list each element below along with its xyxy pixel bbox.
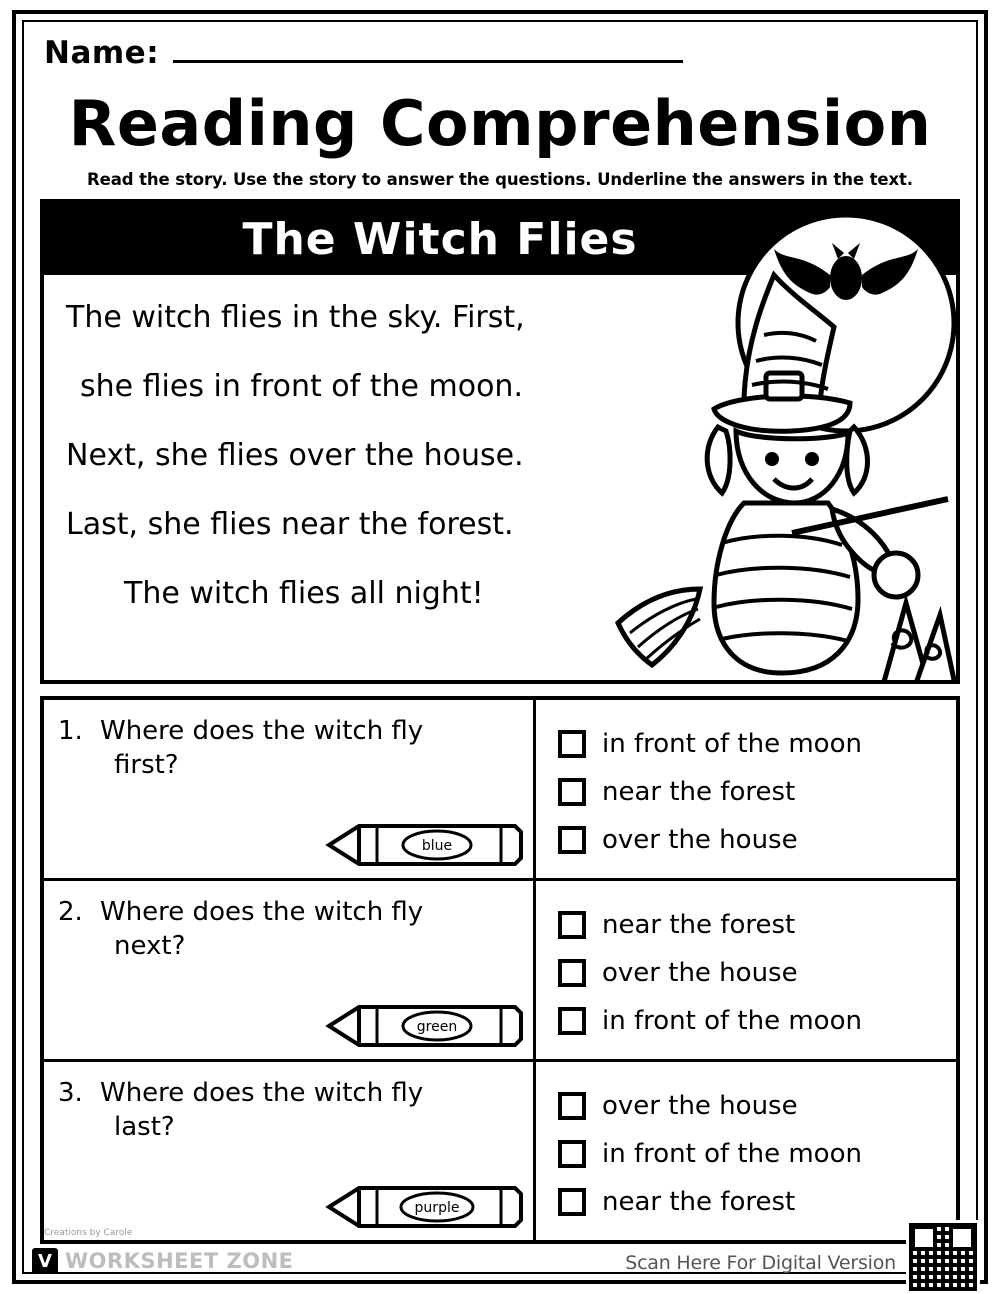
question-line-2: next? — [114, 931, 186, 961]
checkbox-icon[interactable] — [558, 1007, 586, 1035]
question-cell — [44, 700, 536, 878]
checkbox-icon[interactable] — [558, 959, 586, 987]
crayon-icon — [325, 1001, 525, 1051]
answer-option[interactable] — [558, 777, 956, 807]
question-number: 3. — [58, 1078, 83, 1108]
question-line-2: first? — [114, 750, 179, 780]
question-line-1: Where does the witch fly — [100, 716, 424, 746]
crayon-color-label: purple — [414, 1200, 460, 1216]
story-line: The witch flies all night! — [124, 576, 484, 611]
brand-logo[interactable] — [32, 1248, 293, 1274]
crayon-color-label: blue — [421, 838, 453, 854]
question-row — [44, 1062, 956, 1240]
question-cell — [44, 1062, 536, 1240]
answer-label: in front of the moon — [602, 1139, 862, 1169]
answer-label: over the house — [602, 825, 798, 855]
scan-instruction: Scan Here For Digital Version — [625, 1252, 896, 1274]
crayon-color-label: green — [416, 1019, 458, 1035]
brand-name: WORKSHEET ZONE — [65, 1249, 294, 1273]
story-body — [44, 275, 956, 680]
checkbox-icon[interactable] — [558, 1092, 586, 1120]
story-title: The Witch Flies — [242, 213, 638, 265]
answer-option[interactable] — [558, 910, 956, 940]
story-line: The witch flies in the sky. First, — [66, 300, 525, 335]
question-row — [44, 881, 956, 1062]
answers-cell — [536, 1062, 956, 1240]
story-line: Next, she flies over the house. — [66, 438, 524, 473]
answer-label: near the forest — [602, 1187, 796, 1217]
answer-option[interactable] — [558, 1091, 956, 1121]
question-line-2: last? — [114, 1112, 175, 1142]
brand-mark-icon: V — [32, 1248, 58, 1274]
question-text — [58, 1076, 523, 1144]
story-line: Last, she flies near the forest. — [66, 507, 514, 542]
name-label: Name: — [44, 35, 160, 71]
answer-label: near the forest — [602, 910, 796, 940]
checkbox-icon[interactable] — [558, 1140, 586, 1168]
answer-option[interactable] — [558, 958, 956, 988]
checkbox-icon[interactable] — [558, 1188, 586, 1216]
checkbox-icon[interactable] — [558, 826, 586, 854]
question-text — [58, 895, 523, 963]
checkbox-icon[interactable] — [558, 730, 586, 758]
question-line-1: Where does the witch fly — [100, 897, 424, 927]
checkbox-icon[interactable] — [558, 911, 586, 939]
crayon-icon — [325, 1182, 525, 1232]
page-title: Reading Comprehension — [68, 87, 932, 160]
story-line: she flies in front of the moon. — [80, 369, 523, 404]
answer-label: over the house — [602, 958, 798, 988]
page-footer — [12, 1228, 988, 1292]
answer-label: in front of the moon — [602, 729, 862, 759]
answers-cell — [536, 881, 956, 1059]
question-text — [58, 714, 523, 782]
checkbox-icon[interactable] — [558, 778, 586, 806]
crayon-icon — [325, 820, 525, 870]
instructions-text: Read the story. Use the story to answer the questions. Underline the answers in the text. — [87, 170, 913, 189]
question-row — [44, 700, 956, 881]
question-line-1: Where does the witch fly — [100, 1078, 424, 1108]
qr-code-icon[interactable] — [906, 1220, 980, 1294]
story-header — [44, 203, 956, 275]
worksheet-content — [40, 30, 960, 1264]
answer-label: over the house — [602, 1091, 798, 1121]
question-cell — [44, 881, 536, 1059]
name-row — [40, 30, 960, 88]
answers-cell — [536, 700, 956, 878]
answer-option[interactable] — [558, 729, 956, 759]
answer-option[interactable] — [558, 1006, 956, 1036]
questions-table — [40, 696, 960, 1244]
answer-option[interactable] — [558, 1139, 956, 1169]
name-input-blank[interactable] — [173, 30, 683, 63]
question-number: 1. — [58, 716, 83, 746]
story-box — [40, 199, 960, 684]
answer-option[interactable] — [558, 825, 956, 855]
answer-label: near the forest — [602, 777, 796, 807]
credit-text: Creations by Carole — [44, 1228, 133, 1238]
answer-option[interactable] — [558, 1187, 956, 1217]
answer-label: in front of the moon — [602, 1006, 862, 1036]
question-number: 2. — [58, 897, 83, 927]
